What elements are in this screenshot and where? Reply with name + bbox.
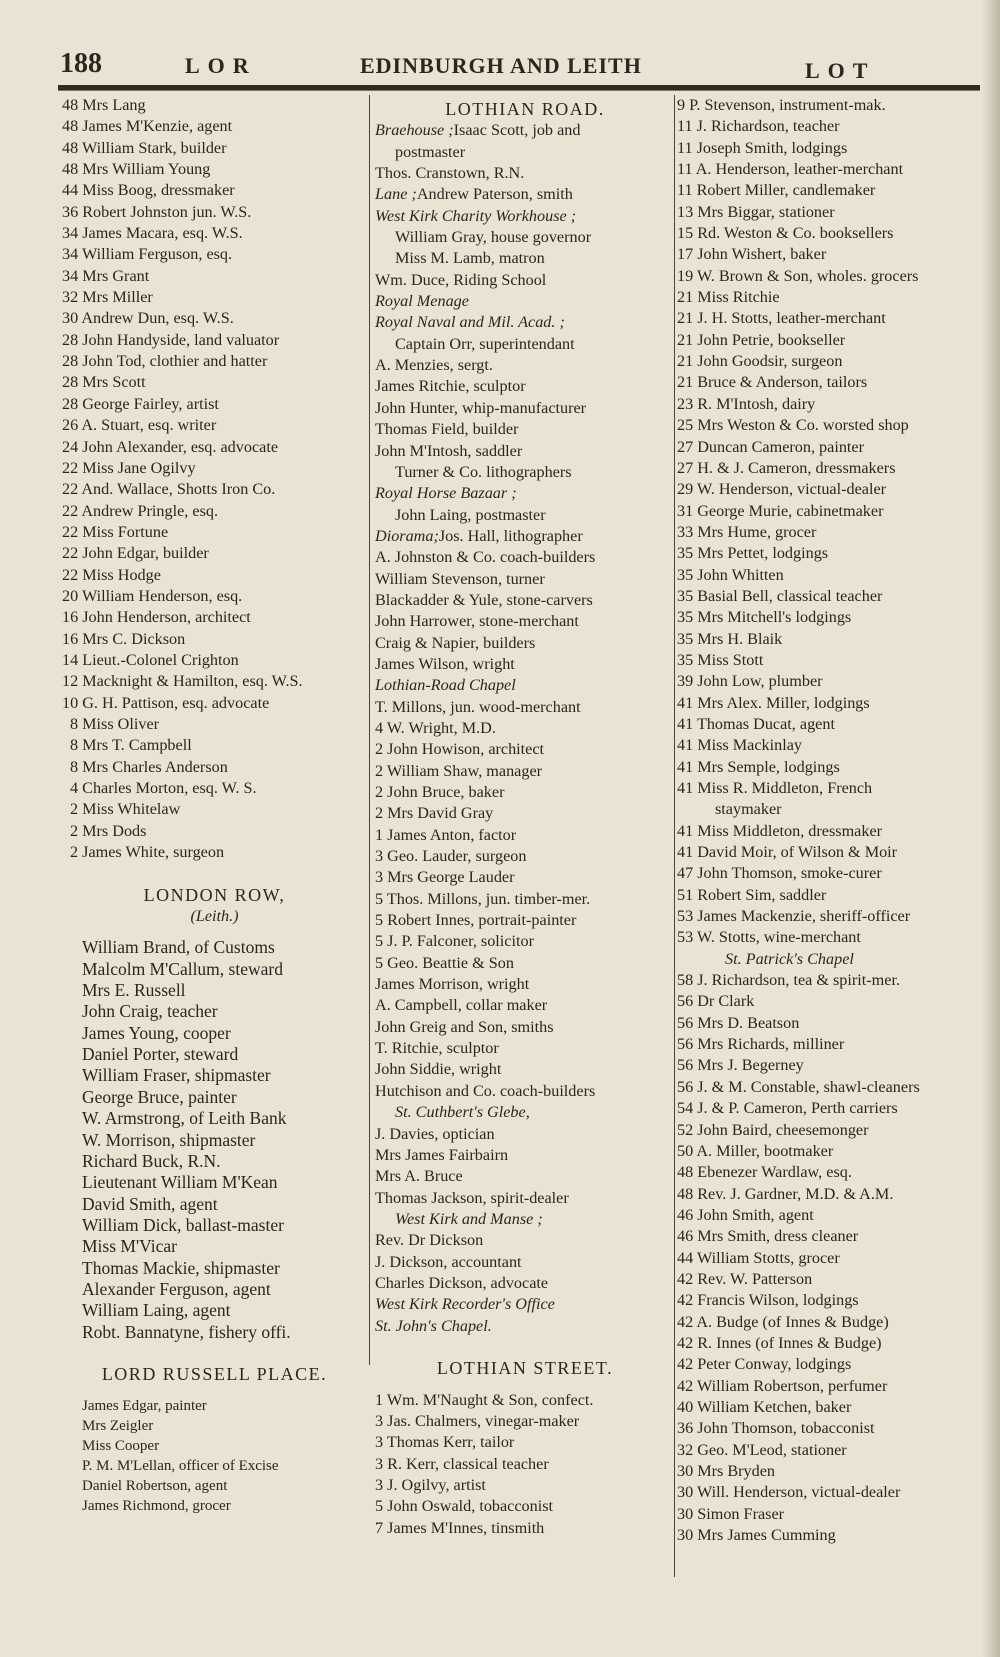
left-index-key: LOR (185, 53, 257, 78)
list-item: 11 Joseph Smith, lodgings (677, 138, 848, 157)
list-item: 40 William Ketchen, baker (677, 1397, 852, 1416)
list-item: 21 Bruce & Anderson, tailors (677, 373, 868, 392)
list-item: 28 Mrs Scott (62, 373, 146, 392)
list-item: 41 David Moir, of Wilson & Moir (677, 843, 898, 862)
list-item: Rev. Dr Dickson (375, 1231, 484, 1250)
list-item: 52 John Baird, cheesemonger (677, 1120, 869, 1139)
list-item: Daniel Robertson, agent (82, 1477, 228, 1494)
list-item: 2 James White, surgeon (70, 843, 225, 862)
list-item: 44 William Stotts, grocer (677, 1248, 840, 1267)
list-item: Thomas Jackson, spirit-dealer (375, 1188, 569, 1207)
list-item: 3 Thomas Kerr, tailor (375, 1433, 515, 1452)
london-row-list (62, 937, 367, 1343)
list-item: 41 Miss Middleton, dressmaker (677, 821, 883, 840)
list-item: John Hunter, whip-manufacturer (375, 398, 587, 417)
list-item: 46 Mrs Smith, dress cleaner (677, 1227, 859, 1246)
list-item: 32 Geo. M'Leod, stationer (677, 1440, 847, 1459)
list-item: 22 John Edgar, builder (62, 544, 209, 563)
list-item: 3 Mrs George Lauder (375, 868, 515, 887)
list-item: 48 Rev. J. Gardner, M.D. & A.M. (677, 1184, 894, 1203)
list-item: 2 William Shaw, manager (375, 761, 543, 780)
list-item: 51 Robert Sim, saddler (677, 885, 827, 904)
list-item: Mrs Zeigler (82, 1417, 154, 1434)
list-item: George Bruce, painter (82, 1086, 237, 1107)
list-item: 11 A. Henderson, leather-merchant (677, 160, 904, 179)
list-item: 41 Mrs Alex. Miller, lodgings (677, 693, 870, 712)
list-item: 34 William Ferguson, esq. (62, 245, 233, 264)
list-item: 22 Miss Hodge (62, 565, 161, 584)
list-item: James Richmond, grocer (82, 1497, 231, 1514)
list-item: William Stevenson, turner (375, 569, 545, 588)
list-item: James Wilson, wright (375, 654, 515, 673)
list-item: John Siddie, wright (375, 1060, 502, 1079)
list-item: 56 J. & M. Constable, shawl-cleaners (677, 1077, 920, 1096)
list-item: 53 James Mackenzie, sheriff-officer (677, 907, 911, 926)
list-item: 35 Miss Stott (677, 650, 764, 669)
lorne-street-continued-list (62, 95, 367, 863)
list-item: 30 Will. Henderson, victual-dealer (677, 1483, 901, 1502)
list-item: T. Millons, jun. wood-merchant (375, 697, 581, 716)
list-item: 48 James M'Kenzie, agent (62, 117, 233, 136)
list-item: 3 J. Ogilvy, artist (375, 1476, 486, 1494)
list-item: 2 John Bruce, baker (375, 783, 505, 801)
list-item: David Smith, agent (82, 1193, 218, 1214)
list-item: 34 Mrs Grant (62, 266, 150, 285)
list-item: 24 John Alexander, esq. advocate (62, 437, 279, 456)
right-index-key: LOT (805, 58, 876, 83)
list-item: Thos. Cranstown, R.N. (375, 164, 525, 183)
list-item: Diorama;Jos. Hall, lithographer (375, 526, 583, 545)
list-item: 35 Mrs Mitchell's lodgings (677, 608, 852, 627)
list-item: 42 Rev. W. Patterson (677, 1269, 813, 1288)
list-item: William Brand, of Customs (82, 937, 275, 958)
list-item: Captain Orr, superintendant (395, 334, 575, 353)
list-item: J. Dickson, accountant (375, 1252, 522, 1271)
list-item: 36 Robert Johnston jun. W.S. (62, 202, 252, 221)
list-item: 27 H. & J. Cameron, dressmakers (677, 458, 896, 477)
list-item: 5 John Oswald, tobacconist (375, 1497, 554, 1516)
list-item: John M'Intosh, saddler (375, 441, 523, 460)
list-item: 4 Charles Morton, esq. W. S. (70, 779, 257, 797)
list-item: 46 John Smith, agent (677, 1205, 814, 1224)
list-item: 28 George Fairley, artist (62, 394, 219, 413)
list-item: 35 Mrs H. Blaik (677, 629, 783, 648)
list-item: Charles Dickson, advocate (375, 1273, 549, 1292)
list-item: 14 Lieut.-Colonel Crighton (62, 650, 239, 669)
list-item: Royal Horse Bazaar ; (375, 484, 517, 503)
list-item: Lothian-Road Chapel (375, 676, 516, 695)
list-item: Lieutenant William M'Kean (82, 1172, 278, 1193)
list-item: 3 Geo. Lauder, surgeon (375, 847, 527, 866)
page-edge-shadow (982, 0, 1000, 1657)
list-item: 41 Thomas Ducat, agent (677, 714, 835, 733)
list-item: 42 Peter Conway, lodgings (677, 1355, 852, 1374)
list-item: 8 Miss Oliver (70, 714, 160, 733)
list-item: 35 Basial Bell, classical teacher (677, 586, 883, 605)
list-item: Richard Buck, R.N. (82, 1150, 221, 1171)
list-item: 8 Mrs T. Campbell (70, 736, 192, 755)
lothian-street-list (375, 1390, 675, 1539)
list-item: 10 G. H. Pattison, esq. advocate (62, 693, 270, 712)
list-item: 5 Thos. Millons, jun. timber-mer. (375, 889, 591, 908)
page-header (60, 48, 980, 88)
list-item: 3 R. Kerr, classical teacher (375, 1454, 549, 1473)
column-left (62, 95, 367, 1516)
list-item: 21 Miss Ritchie (677, 288, 780, 307)
list-item: 5 Robert Innes, portrait-painter (375, 911, 577, 930)
list-item: A. Campbell, collar maker (375, 996, 548, 1015)
list-item: 58 J. Richardson, tea & spirit-mer. (677, 971, 900, 990)
column-right (677, 95, 982, 1546)
list-item: St. Cuthbert's Glebe, (395, 1103, 530, 1122)
list-item: T. Ritchie, sculptor (375, 1039, 499, 1058)
list-item: 22 Miss Jane Ogilvy (62, 458, 196, 477)
list-item: P. M. M'Lellan, officer of Excise (82, 1457, 279, 1474)
list-item: 30 Simon Fraser (677, 1504, 785, 1523)
list-item: 22 And. Wallace, Shotts Iron Co. (62, 480, 276, 499)
list-item: James Edgar, painter (82, 1397, 207, 1414)
list-item: 13 Mrs Biggar, stationer (677, 202, 835, 221)
list-item: Braehouse ;Isaac Scott, job and (375, 121, 581, 140)
list-item: 2 John Howison, architect (375, 740, 545, 759)
section-heading-lothian-street: LOTHIAN STREET. (436, 1358, 614, 1379)
list-item: 31 George Murie, cabinetmaker (677, 501, 884, 520)
list-item: Hutchison and Co. coach-builders (375, 1081, 596, 1100)
list-item: 35 John Whitten (677, 565, 784, 584)
list-item: 30 Mrs Bryden (677, 1462, 776, 1480)
list-item: Royal Menage (375, 292, 469, 311)
list-item: Robt. Bannatyne, fishery offi. (82, 1321, 291, 1342)
list-item: 56 Dr Clark (677, 992, 755, 1011)
list-item: 2 Mrs David Gray (375, 804, 494, 823)
list-item: 8 Mrs Charles Anderson (70, 757, 228, 776)
list-item: James Ritchie, sculptor (375, 377, 526, 396)
list-item: staymaker (715, 800, 782, 819)
list-item: 22 Andrew Pringle, esq. (62, 501, 219, 520)
list-item: Blackadder & Yule, stone-carvers (375, 590, 593, 609)
list-item: William Dick, ballast-master (82, 1214, 284, 1235)
list-item: William Gray, house governor (395, 228, 592, 247)
lothian-street-continued-list (677, 95, 982, 949)
list-item: William Laing, agent (82, 1300, 231, 1321)
list-item: Alexander Ferguson, agent (82, 1278, 271, 1299)
list-item: 54 J. & P. Cameron, Perth carriers (677, 1099, 898, 1118)
list-item: 56 Mrs J. Begerney (677, 1056, 804, 1075)
list-item: West Kirk and Manse ; (395, 1209, 543, 1228)
list-item: 28 John Tod, clothier and hatter (62, 352, 268, 371)
list-item: West Kirk Recorder's Office (375, 1295, 555, 1314)
running-title: EDINBURGH AND LEITH (360, 53, 642, 78)
list-item: William Fraser, shipmaster (82, 1065, 271, 1086)
list-item: 41 Miss R. Middleton, French (677, 779, 873, 797)
list-item: Turner & Co. lithographers (395, 462, 572, 481)
list-item: 19 W. Brown & Son, wholes. grocers (677, 266, 919, 285)
list-item: 44 Miss Boog, dressmaker (62, 181, 235, 200)
list-item: 29 W. Henderson, victual-dealer (677, 480, 887, 499)
list-item: 5 J. P. Falconer, solicitor (375, 932, 534, 951)
list-item: 41 Mrs Semple, lodgings (677, 757, 840, 776)
list-item: 4 W. Wright, M.D. (375, 718, 496, 737)
list-item: 30 Andrew Dun, esq. W.S. (62, 309, 234, 328)
list-item: 23 R. M'Intosh, dairy (677, 394, 816, 413)
page-number: 188 (60, 48, 102, 79)
list-item: 32 Mrs Miller (62, 288, 153, 307)
list-item: 36 John Thomson, tobacconist (677, 1419, 875, 1438)
list-item: 12 Macknight & Hamilton, esq. W.S. (62, 672, 303, 691)
list-item: W. Morrison, shipmaster (82, 1129, 256, 1150)
list-item: John Greig and Son, smiths (375, 1017, 554, 1036)
list-item: Craig & Napier, builders (375, 633, 536, 652)
list-item: West Kirk Charity Workhouse ; (375, 206, 577, 225)
list-item: 2 Miss Whitelaw (70, 800, 181, 819)
list-item: A. Menzies, sergt. (375, 356, 493, 375)
list-item: 48 William Stark, builder (62, 138, 227, 157)
list-item: A. Johnston & Co. coach-builders (375, 548, 596, 567)
st-patricks-chapel-label: St. Patrick's Chapel (725, 949, 854, 968)
list-item: 21 John Goodsir, surgeon (677, 352, 843, 371)
list-item: 3 Jas. Chalmers, vinegar-maker (375, 1411, 580, 1430)
list-item: 53 W. Stotts, wine-merchant (677, 928, 861, 947)
list-item: John Craig, teacher (82, 1001, 218, 1022)
list-item: Miss M'Vicar (82, 1236, 177, 1257)
list-item: 39 John Low, plumber (677, 672, 823, 691)
list-item: Miss M. Lamb, matron (395, 249, 545, 268)
section-heading-lord-russell-place: LORD RUSSELL PLACE. (101, 1364, 328, 1385)
list-item: 15 Rd. Weston & Co. booksellers (677, 224, 894, 243)
list-item: James Morrison, wright (375, 975, 530, 994)
list-item: 33 Mrs Hume, grocer (677, 522, 817, 541)
list-item: 42 A. Budge (of Innes & Budge) (677, 1312, 889, 1331)
list-item: 21 John Petrie, bookseller (677, 330, 846, 349)
column-middle (375, 95, 675, 1539)
list-item: Daniel Porter, steward (82, 1044, 239, 1065)
list-item: 50 A. Miller, bootmaker (677, 1141, 834, 1160)
list-item: 1 James Anton, factor (375, 825, 517, 844)
list-item: W. Armstrong, of Leith Bank (82, 1108, 287, 1129)
list-item: 42 William Robertson, perfumer (677, 1376, 888, 1395)
list-item: 11 J. Richardson, teacher (677, 117, 840, 136)
list-item: 21 J. H. Stotts, leather-merchant (677, 309, 886, 328)
list-item: 1 Wm. M'Naught & Son, confect. (375, 1390, 594, 1409)
list-item: postmaster (395, 142, 466, 161)
list-item: 48 Mrs William Young (62, 160, 211, 179)
column-divider-left (369, 95, 370, 1365)
header-rule (58, 85, 980, 91)
list-item: James Young, cooper (82, 1022, 231, 1043)
list-item: Mrs James Fairbairn (375, 1145, 509, 1164)
list-item: Mrs A. Bruce (375, 1167, 463, 1186)
list-item: 9 P. Stevenson, instrument-mak. (677, 96, 886, 114)
list-item: 48 Ebenezer Wardlaw, esq. (677, 1163, 852, 1182)
list-item: 25 Mrs Weston & Co. worsted shop (677, 416, 909, 435)
list-item: 48 Mrs Lang (62, 96, 146, 114)
list-item: 56 Mrs Richards, milliner (677, 1035, 845, 1054)
list-item: John Harrower, stone-merchant (375, 612, 579, 631)
list-item: Miss Cooper (82, 1437, 160, 1454)
list-item: 16 Mrs C. Dickson (62, 629, 186, 648)
list-item: 30 Mrs James Cumming (677, 1526, 836, 1545)
list-item: 26 A. Stuart, esq. writer (62, 416, 217, 435)
list-item: 5 Geo. Beattie & Son (375, 953, 514, 972)
lothian-street-even-numbers-list (677, 970, 982, 1546)
list-item: 16 John Henderson, architect (62, 608, 251, 627)
list-item: Thomas Field, builder (375, 420, 519, 439)
list-item: Wm. Duce, Riding School (375, 270, 547, 289)
list-item: Lane ;Andrew Paterson, smith (375, 185, 573, 204)
list-item: Malcolm M'Callum, steward (82, 958, 283, 979)
list-item: Royal Naval and Mil. Acad. ; (375, 313, 565, 332)
list-item: 42 Francis Wilson, lodgings (677, 1291, 859, 1310)
list-item: 47 John Thomson, smoke-curer (677, 864, 882, 883)
lord-russell-place-list (62, 1396, 367, 1516)
list-item: 34 James Macara, esq. W.S. (62, 224, 243, 243)
list-item: 42 R. Innes (of Innes & Budge) (677, 1333, 882, 1352)
list-item: 22 Miss Fortune (62, 522, 169, 541)
list-item: 17 John Wishert, baker (677, 245, 827, 264)
list-item: 2 Mrs Dods (70, 821, 147, 840)
list-item: 35 Mrs Pettet, lodgings (677, 544, 829, 563)
list-item: 7 James M'Innes, tinsmith (375, 1518, 545, 1537)
list-item: John Laing, postmaster (395, 505, 546, 524)
list-item: 20 William Henderson, esq. (62, 586, 243, 605)
list-item: 41 Miss Mackinlay (677, 736, 802, 755)
section-subheading-leith: (Leith.) (190, 907, 239, 926)
list-item: 28 John Handyside, land valuator (62, 330, 280, 349)
section-heading-lothian-road: LOTHIAN ROAD. (445, 99, 605, 119)
list-item: Mrs E. Russell (82, 980, 186, 1001)
list-item: 56 Mrs D. Beatson (677, 1013, 800, 1032)
list-item: Thomas Mackie, shipmaster (82, 1257, 280, 1278)
list-item: 27 Duncan Cameron, painter (677, 437, 864, 456)
list-item: J. Davies, optician (375, 1124, 495, 1143)
list-item: St. John's Chapel. (375, 1316, 492, 1335)
section-heading-london-row: LONDON ROW, (143, 884, 286, 905)
list-item: 11 Robert Miller, candlemaker (677, 181, 876, 200)
